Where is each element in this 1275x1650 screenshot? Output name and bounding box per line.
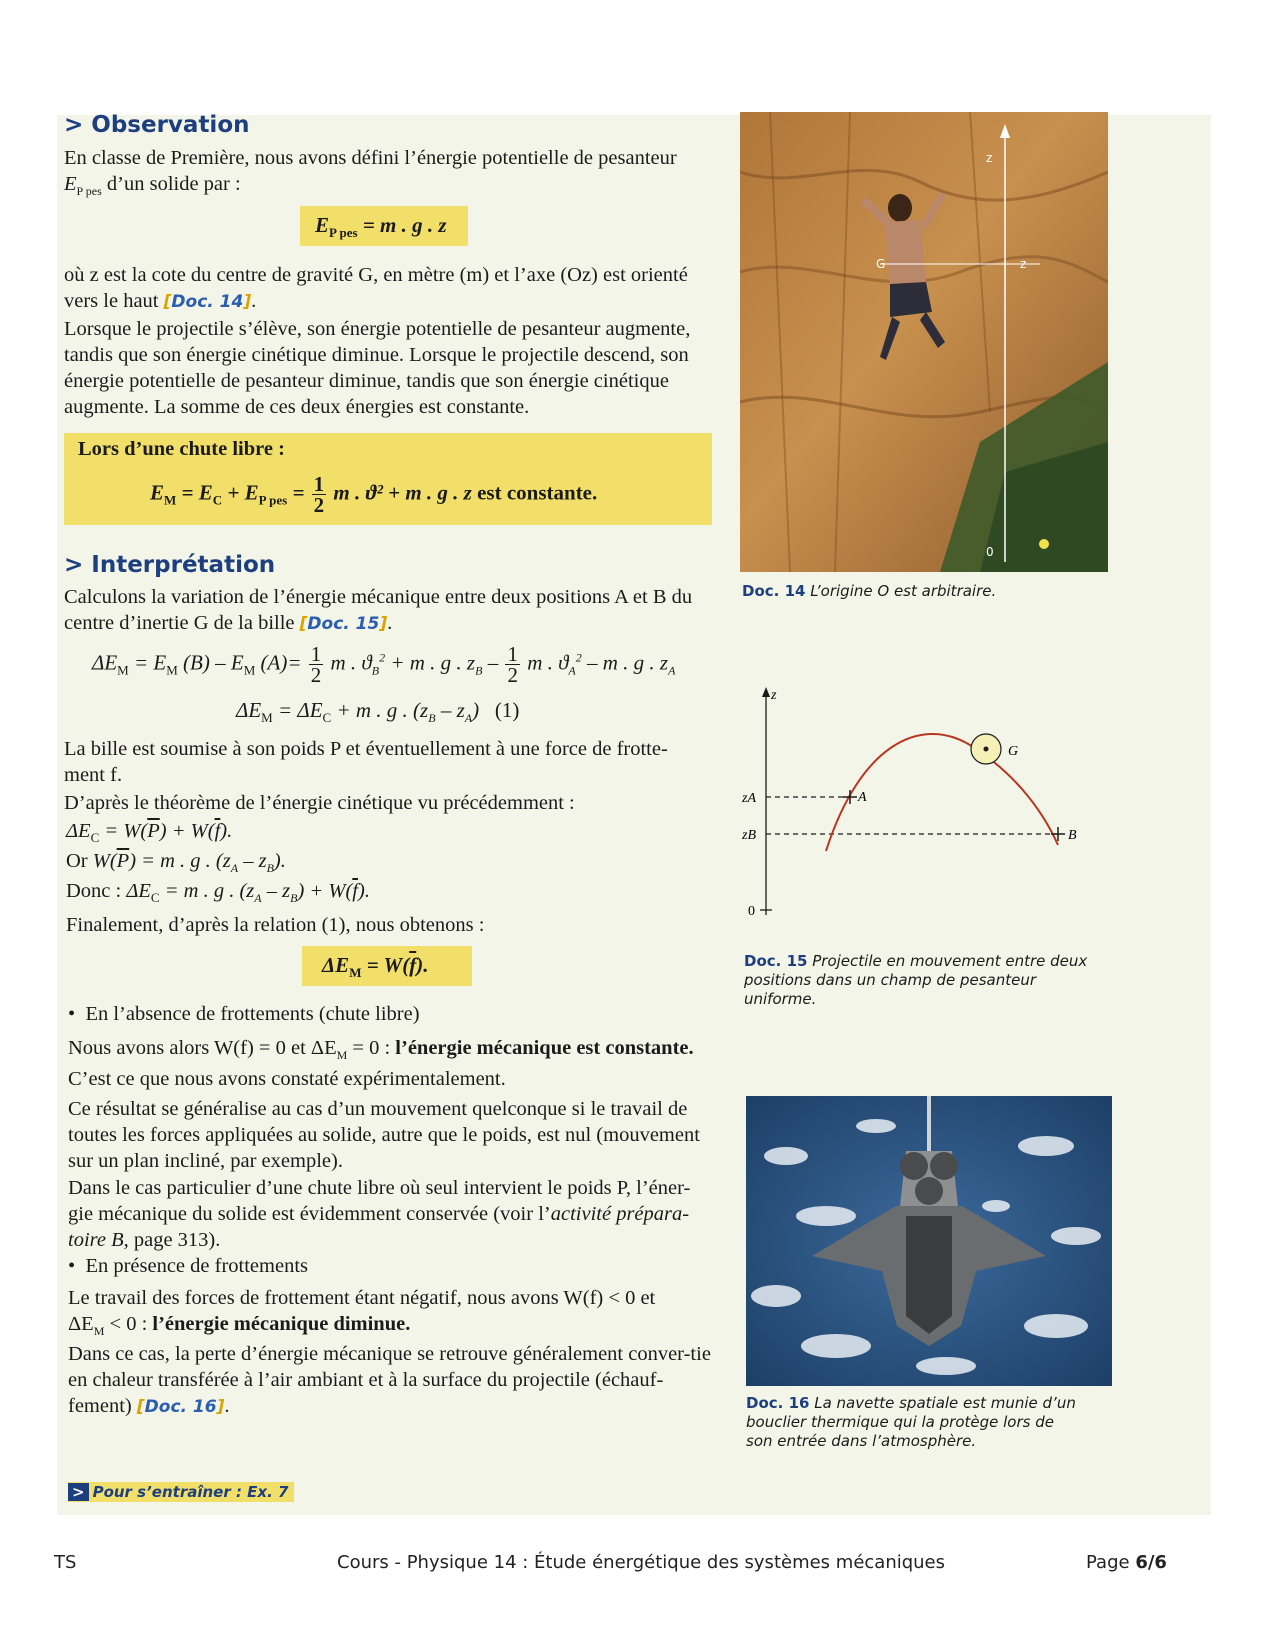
friction-paragraph: Le travail des forces de frottement étant négatif, nous avons W(f) < 0 et $\Delta E_M < 0$ : l’énergie mécanique diminue. bbox=[68, 1287, 656, 1339]
observation-paragraph-3: Lorsque le projectile s’élève, son énergie potentielle de pesanteur augmente, tandis que son énergie cinétique diminue. Lorsque le projectile descend, son énergie potentielle de pesanteur diminue, tandis que son énergie cinétique augmente. La somme de ces deux énergies est constante. bbox=[64, 318, 691, 418]
no-friction-paragraph: Nous avons alors W(f) = 0 et $\Delta E_M = 0$ : l’énergie mécanique est constante. bbox=[68, 1037, 694, 1063]
bullet-friction: • En présence de frottements bbox=[68, 1255, 308, 1277]
generalization-paragraph: Ce résultat se généralise au cas d’un mouvement quelconque si le travail de toutes les forces appliquées au solide, autre que le poids, est nul (mouvement sur un plan incliné, par exemple). bbox=[68, 1098, 700, 1172]
svg-text:0: 0 bbox=[748, 904, 755, 919]
kinetic-variation-equation: Donc : $\Delta E_C = m$ . g . $(z_A - z_B) + W(\overline{f})$. bbox=[66, 880, 370, 906]
kinetic-theorem-equation: $\Delta E_C = W(\overline{P}) + W(\overline{f})$. bbox=[66, 820, 233, 846]
chevron-right-icon: > bbox=[68, 1483, 89, 1501]
doc15-caption: Doc. 15 Projectile en mouvement entre deux positions dans un champ de pesanteur uniforme. bbox=[744, 952, 1088, 1008]
doc14-caption: Doc. 14 L’origine O est arbitraire. bbox=[742, 582, 997, 600]
svg-text:z: z bbox=[986, 151, 993, 165]
free-fall-box-title: Lors d’une chute libre : bbox=[78, 438, 285, 460]
doc14-reference[interactable]: [Doc. 14] bbox=[163, 292, 252, 312]
interpretation-heading: > Interprétation bbox=[64, 552, 276, 578]
svg-text:G: G bbox=[876, 257, 886, 271]
observation-paragraph-2: où z est la cote du centre de gravité G, en mètre (m) et l’axe (Oz) est orienté vers le haut [Doc. 14]. bbox=[64, 264, 688, 312]
svg-text:z: z bbox=[1020, 257, 1027, 271]
potential-energy-formula: $E_{P pes} = m$ . g . z bbox=[315, 213, 447, 241]
interpretation-paragraph-4: Finalement, d’après la relation (1), nous obtenons : bbox=[66, 914, 485, 936]
interpretation-paragraph-2: La bille est soumise à son poids P et éventuellement à une force de frotte- ment f. bbox=[64, 738, 668, 786]
footer-page: Page 6/6 bbox=[1086, 1552, 1167, 1573]
chevron-right-icon: > bbox=[64, 112, 84, 138]
energy-variation-equation: $\Delta E_M = E_M$ $(B) - E_M$ (A)= $\frac{1}{2}$ m . $ϑ_B^2 + m$ . g . $z_B$ – $\frac{1}{2}$ m . $ϑ_A^2$ – m . g . $z_A$ bbox=[92, 642, 676, 687]
chevron-right-icon: > bbox=[64, 552, 84, 578]
svg-text:A: A bbox=[858, 790, 867, 805]
free-fall-paragraph: Dans le cas particulier d’une chute libre où seul intervient le poids P, l’éner-gie mécanique du solide est évidemment conservée (voir l’activité prépara-toire B, page 313). bbox=[68, 1177, 691, 1251]
footer-level: TS bbox=[54, 1552, 77, 1573]
svg-text:zB: zB bbox=[742, 828, 756, 843]
doc16-caption: Doc. 16 La navette spatiale est munie d’un bouclier thermique qui la protège lors de son entrée dans l’atmosphère. bbox=[746, 1394, 1076, 1450]
doc16-reference[interactable]: [Doc. 16] bbox=[136, 1397, 225, 1417]
observation-heading: > Observation bbox=[64, 112, 250, 138]
heat-paragraph: Dans ce cas, la perte d’énergie mécanique se retrouve généralement conver-tie en chaleur transférée à l’air ambiant et à la surface du projectile (échauf-fement) [Doc. 16]. bbox=[68, 1343, 711, 1417]
footer-title: Cours - Physique 14 : Étude énergétique des systèmes mécaniques bbox=[337, 1552, 946, 1573]
trajectory-diagram bbox=[740, 685, 1100, 925]
climber-photo bbox=[740, 112, 1108, 572]
result-formula: $\Delta E_M = W(\overline{f})$. bbox=[322, 953, 429, 981]
exercise-link[interactable]: > Pour s’entraîner : Ex. 7 bbox=[68, 1482, 294, 1502]
svg-text:B: B bbox=[1068, 828, 1077, 843]
doc15-reference[interactable]: [Doc. 15] bbox=[299, 614, 388, 634]
interpretation-paragraph-1: Calculons la variation de l’énergie mécanique entre deux positions A et B du centre d’inertie G de la bille [Doc. 15]. bbox=[64, 586, 693, 634]
interpretation-paragraph-3: D’après le théorème de l’énergie cinétique vu précédemment : bbox=[64, 792, 575, 814]
weight-work-equation: Or $W(\overline{P}) = m$ . g . $(z_A - z_B)$. bbox=[66, 850, 286, 876]
svg-text:zA: zA bbox=[742, 791, 756, 806]
svg-text:G: G bbox=[1008, 744, 1019, 759]
experiment-paragraph: C’est ce que nous avons constaté expérimentalement. bbox=[68, 1068, 506, 1090]
mechanical-energy-formula: $E_M = E_C + E_{P pes}$ = $\frac{1}{2}$ m . ϑ² + m . g . z est constante. bbox=[150, 472, 598, 517]
energy-variation-equation-1: $\Delta E_M = \Delta E_C + m$ . g . $(z_B - z_A)$ (1) bbox=[236, 698, 520, 726]
svg-text:z: z bbox=[771, 688, 777, 703]
shuttle-photo bbox=[746, 1096, 1112, 1386]
observation-paragraph-1: En classe de Première, nous avons défini l’énergie potentielle de pesanteur $E_{P pes}$ d’un solide par : bbox=[64, 147, 677, 199]
bullet-no-friction: • En l’absence de frottements (chute libre) bbox=[68, 1003, 420, 1025]
svg-text:0: 0 bbox=[986, 545, 994, 559]
